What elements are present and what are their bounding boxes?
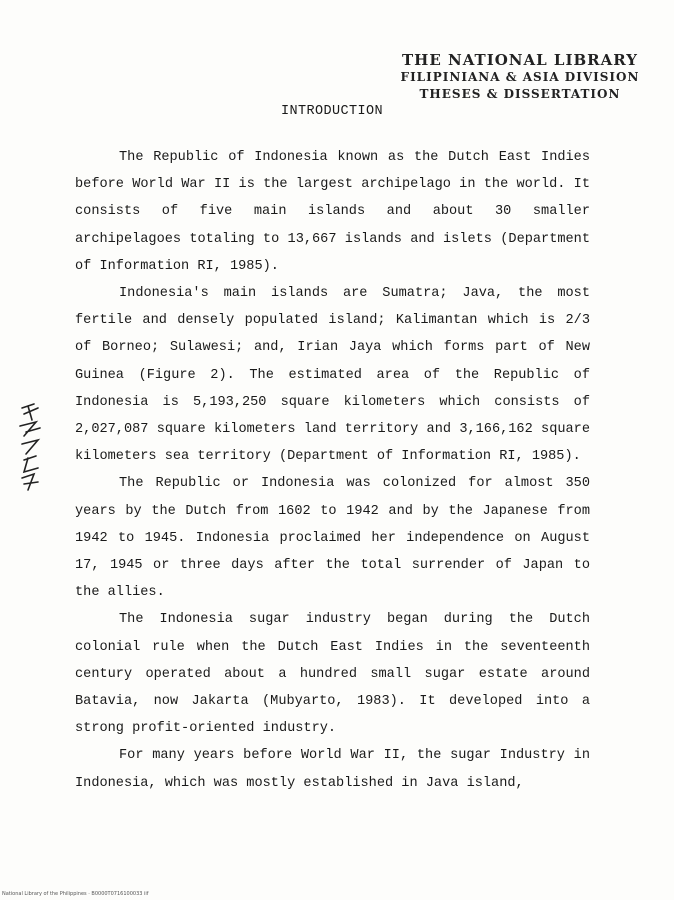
paragraph-3: The Republic or Indonesia was colonized for almost 350 years by the Dutch from 1602 to 1942 and by the Japanese from 1942 to 1945. Indonesia proclaimed her independence on August 17, 1945 or three days after the total surrender of Japan to the allies.: [75, 476, 590, 601]
paragraph-2: Indonesia's main islands are Sumatra; Java, the most fertile and densely populated island; Kalimantan which is 2/3 of Borneo; Sulawesi; and, Irian Jaya which forms part of New Guinea (Figure 2). The estimated area of the Republic of Indonesia is 5,193,250 square kilometers which consists of 2,027,087 square kilometers land territory and 3,166,162 square kilometers sea territory (Department of Information RI, 1985).: [75, 286, 590, 465]
document-body: [75, 144, 590, 797]
stamp-line-2: FILIPINIANA & ASIA DIVISION: [400, 70, 640, 84]
handwritten-accession-note: [14, 402, 54, 494]
library-stamp: [400, 52, 640, 103]
paragraph-4: The Indonesia sugar industry began during the Dutch colonial rule when the Dutch East Indies in the seventeenth century operated about a hundred small sugar estate around Batavia, now Jakarta (Mubyarto, 1983). It developed into a strong profit-oriented industry.: [75, 612, 590, 737]
scan-footer: National Library of the Philippines · B0000T0716100033 iif: [2, 891, 149, 897]
page-title: INTRODUCTION: [280, 104, 384, 119]
paragraph-5: For many years before World War II, the sugar Industry in Indonesia, which was mostly established in Java island,: [75, 748, 590, 791]
stamp-line-1: THE NATIONAL LIBRARY: [402, 51, 638, 69]
stamp-line-3: THESES & DISSERTATION: [419, 87, 621, 101]
paragraph-1: The Republic of Indonesia known as the Dutch East Indies before World War II is the largest archipelago in the world. It consists of five main islands and about 30 smaller archipelagoes totaling to 13,667 islands and islets (Department of Information RI, 1985).: [75, 150, 590, 274]
